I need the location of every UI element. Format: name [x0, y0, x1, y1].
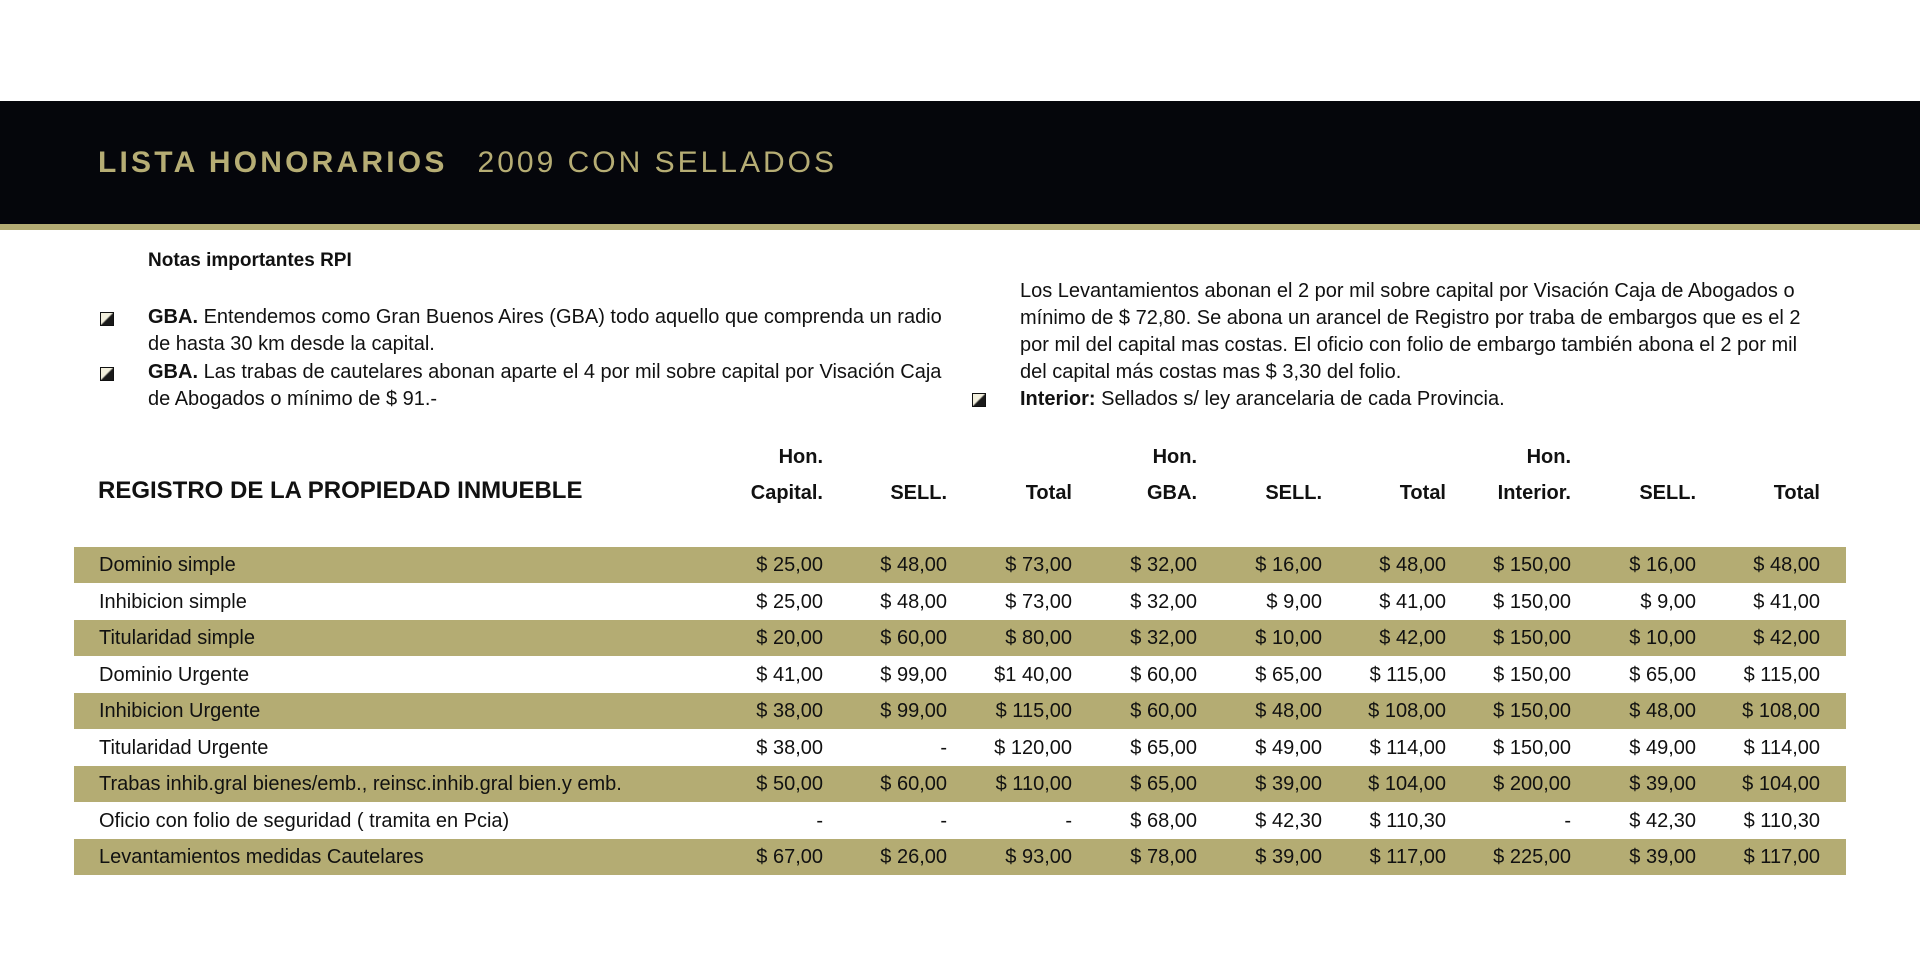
table-cell: $ 93,00 — [1005, 846, 1072, 868]
table-cell: $ 32,00 — [1130, 590, 1197, 613]
table-cell: $ 39,00 — [1629, 846, 1696, 868]
table-cell: $ 48,00 — [880, 554, 947, 576]
table-cell: $ 60,00 — [880, 773, 947, 795]
column-header — [751, 445, 823, 505]
row-label: Dominio simple — [99, 554, 236, 576]
table-row — [74, 584, 1846, 620]
column-header-bottom: Total — [1773, 482, 1820, 504]
note-keyword: GBA. — [148, 306, 198, 328]
table-cell: $ 32,00 — [1130, 554, 1197, 576]
table-title: REGISTRO DE LA PROPIEDAD INMUEBLE — [98, 477, 583, 504]
table-cell: $ 42,30 — [1255, 809, 1322, 832]
table-cell: $ 25,00 — [756, 554, 823, 576]
table-cell: $ 108,00 — [1742, 700, 1820, 722]
column-header-top — [1639, 445, 1696, 469]
page-title — [98, 143, 837, 183]
table-cell: $ 16,00 — [1629, 554, 1696, 576]
column-header-top: Hon. — [1526, 446, 1571, 468]
table-cell: $ 115,00 — [995, 700, 1072, 722]
table-cell: $ 60,00 — [1130, 663, 1197, 686]
column-header-bottom: SELL. — [1265, 482, 1322, 504]
bullet-icon — [100, 312, 114, 326]
column-header — [1265, 445, 1322, 505]
column-header-bottom: Total — [1025, 482, 1072, 504]
table-cell: $ 50,00 — [756, 773, 823, 795]
column-header-bottom: GBA. — [1147, 482, 1197, 504]
table-row — [74, 547, 1846, 583]
column-header-bottom: SELL. — [1639, 482, 1696, 504]
column-header — [1026, 445, 1072, 505]
bullet-icon — [972, 393, 986, 407]
table-cell: $ 10,00 — [1629, 627, 1696, 649]
table-cell: $ 60,00 — [880, 627, 947, 649]
table-cell: $ 16,00 — [1255, 554, 1322, 576]
note-levantamientos — [1020, 278, 1801, 386]
row-label: Trabas inhib.gral bienes/emb., reinsc.inhib.gral bien.y emb. — [99, 773, 622, 795]
note-keyword: GBA. — [148, 361, 198, 383]
note-text: Los Levantamientos abonan el 2 por mil sobre capital por Visación Caja de Abogados o — [1020, 280, 1795, 302]
table-cell: $ 80,00 — [1005, 627, 1072, 649]
table-row — [74, 620, 1846, 656]
table-cell: $ 150,00 — [1493, 736, 1571, 759]
page-title-main: LISTA HONORARIOS — [98, 146, 448, 179]
table-cell: $ 99,00 — [880, 663, 947, 686]
column-header-bottom: Capital. — [750, 482, 823, 504]
note-keyword: Interior: — [1020, 388, 1096, 410]
column-header-bottom: Total — [1399, 482, 1446, 504]
table-cell: $ 150,00 — [1493, 700, 1571, 722]
table-cell: $ 42,30 — [1629, 809, 1696, 832]
table-cell: - — [1564, 809, 1571, 832]
table-cell: $ 26,00 — [880, 846, 947, 868]
table-cell: $ 48,00 — [1629, 700, 1696, 722]
row-label: Oficio con folio de seguridad ( tramita en Pcia) — [99, 809, 510, 832]
note-gba-radius — [148, 304, 942, 358]
notes-heading: Notas importantes RPI — [148, 250, 352, 271]
table-cell: $ 73,00 — [1005, 554, 1072, 576]
note-text: de Abogados o mínimo de $ 91.- — [148, 388, 438, 410]
column-header-bottom: SELL. — [890, 482, 947, 504]
column-header — [1774, 445, 1820, 505]
note-text: Entendemos como Gran Buenos Aires (GBA) todo aquello que comprenda un radio — [203, 306, 942, 328]
row-label: Titularidad Urgente — [99, 736, 269, 759]
table-cell: $ 38,00 — [756, 736, 823, 759]
table-cell: $ 48,00 — [1753, 554, 1820, 576]
page-title-sub: 2009 CON SELLADOS — [477, 146, 838, 179]
table-cell: $ 38,00 — [756, 700, 823, 722]
note-text: Sellados s/ ley arancelaria de cada Provincia. — [1101, 388, 1505, 410]
table-cell: $ 110,00 — [995, 773, 1072, 795]
table-cell: $ 42,00 — [1379, 627, 1446, 649]
bullet-icon — [100, 367, 114, 381]
table-row — [74, 766, 1846, 802]
row-label: Titularidad simple — [99, 627, 255, 649]
table-cell: $ 65,00 — [1629, 663, 1696, 686]
table-cell: $ 39,00 — [1255, 846, 1322, 868]
table-cell: $ 48,00 — [1255, 700, 1322, 722]
row-label: Inhibicion simple — [99, 590, 247, 613]
table-cell: $ 115,00 — [1369, 663, 1446, 686]
table-cell: - — [940, 809, 947, 832]
row-label: Levantamientos medidas Cautelares — [99, 846, 424, 868]
table-cell: $ 65,00 — [1130, 736, 1197, 759]
column-header-bottom: Interior. — [1497, 482, 1571, 504]
table-cell: $ 200,00 — [1493, 773, 1571, 795]
table-cell: $ 67,00 — [756, 846, 823, 868]
table-cell: $ 110,30 — [1369, 809, 1446, 832]
table-row — [74, 693, 1846, 729]
table-cell: $ 117,00 — [1369, 846, 1446, 868]
table-cell: $ 114,00 — [1369, 736, 1446, 759]
table-cell: $ 42,00 — [1753, 627, 1820, 649]
note-interior — [1020, 386, 1505, 413]
table-cell: $ 10,00 — [1255, 627, 1322, 649]
column-header-top — [1265, 445, 1322, 469]
column-header — [1147, 445, 1197, 505]
column-header — [1639, 445, 1696, 505]
table-cell: $ 32,00 — [1130, 627, 1197, 649]
table-cell: $ 48,00 — [1379, 554, 1446, 576]
table-cell: $ 68,00 — [1130, 809, 1197, 832]
table-cell: $ 150,00 — [1493, 663, 1571, 686]
table-cell: $ 78,00 — [1130, 846, 1197, 868]
table-cell: $ 65,00 — [1255, 663, 1322, 686]
table-row — [74, 839, 1846, 875]
table-cell: $ 49,00 — [1255, 736, 1322, 759]
note-text: de hasta 30 km desde la capital. — [148, 333, 435, 355]
column-header — [890, 445, 947, 505]
table-cell: $ 225,00 — [1493, 846, 1571, 868]
column-header-top — [1774, 445, 1820, 469]
table-row — [74, 803, 1846, 839]
header-divider — [0, 224, 1920, 230]
note-text: del capital más costas mas $ 3,30 del folio. — [1020, 361, 1402, 383]
column-header-top: Hon. — [778, 446, 823, 468]
table-cell: $ 25,00 — [756, 590, 823, 613]
table-cell: $ 41,00 — [1379, 590, 1446, 613]
table-cell: $ 60,00 — [1130, 700, 1197, 722]
table-cell: $ 150,00 — [1493, 627, 1571, 649]
note-text: mínimo de $ 72,80. Se abona un arancel de Registro por traba de embargos que es el 2 — [1020, 307, 1801, 329]
table-cell: $ 41,00 — [756, 663, 823, 686]
table-cell: $ 49,00 — [1629, 736, 1696, 759]
table-cell: $ 115,00 — [1743, 663, 1820, 686]
table-cell: - — [816, 809, 823, 832]
table-cell: $ 120,00 — [994, 736, 1072, 759]
note-gba-trabas — [148, 359, 941, 413]
column-header-top — [1400, 445, 1446, 469]
table-cell: $ 48,00 — [880, 590, 947, 613]
column-header — [1498, 445, 1571, 505]
table-cell: $ 39,00 — [1629, 773, 1696, 795]
table-cell: $ 150,00 — [1493, 554, 1571, 576]
table-cell: $ 99,00 — [880, 700, 947, 722]
table-cell: $ 114,00 — [1743, 736, 1820, 759]
note-text: Las trabas de cautelares abonan aparte el 4 por mil sobre capital por Visación Caja — [203, 361, 942, 383]
table-cell: $ 39,00 — [1255, 773, 1322, 795]
column-header-top — [890, 445, 947, 469]
column-header-top: Hon. — [1152, 446, 1197, 468]
table-cell: $ 104,00 — [1742, 773, 1820, 795]
table-cell: $ 73,00 — [1005, 590, 1072, 613]
table-cell: $ 9,00 — [1640, 590, 1696, 613]
row-label: Inhibicion Urgente — [99, 700, 261, 722]
table-cell: - — [1065, 809, 1072, 832]
table-cell: $ 117,00 — [1743, 846, 1820, 868]
column-header — [1400, 445, 1446, 505]
row-label: Dominio Urgente — [99, 663, 250, 686]
note-text: por mil del capital mas costas. El oficio con folio de embargo también abona el 2 por mil — [1020, 334, 1798, 356]
table-row — [74, 657, 1846, 693]
table-cell: $ 20,00 — [756, 627, 823, 649]
table-cell: $ 110,30 — [1743, 809, 1820, 832]
table-row — [74, 730, 1846, 766]
table-cell: - — [940, 736, 947, 759]
table-cell: $ 108,00 — [1368, 700, 1446, 722]
table-cell: $1 40,00 — [994, 663, 1072, 686]
table-cell: $ 65,00 — [1130, 773, 1197, 795]
table-cell: $ 41,00 — [1753, 590, 1820, 613]
table-cell: $ 9,00 — [1266, 590, 1322, 613]
table-cell: $ 150,00 — [1493, 590, 1571, 613]
column-header-top — [1026, 445, 1072, 469]
table-cell: $ 104,00 — [1368, 773, 1446, 795]
